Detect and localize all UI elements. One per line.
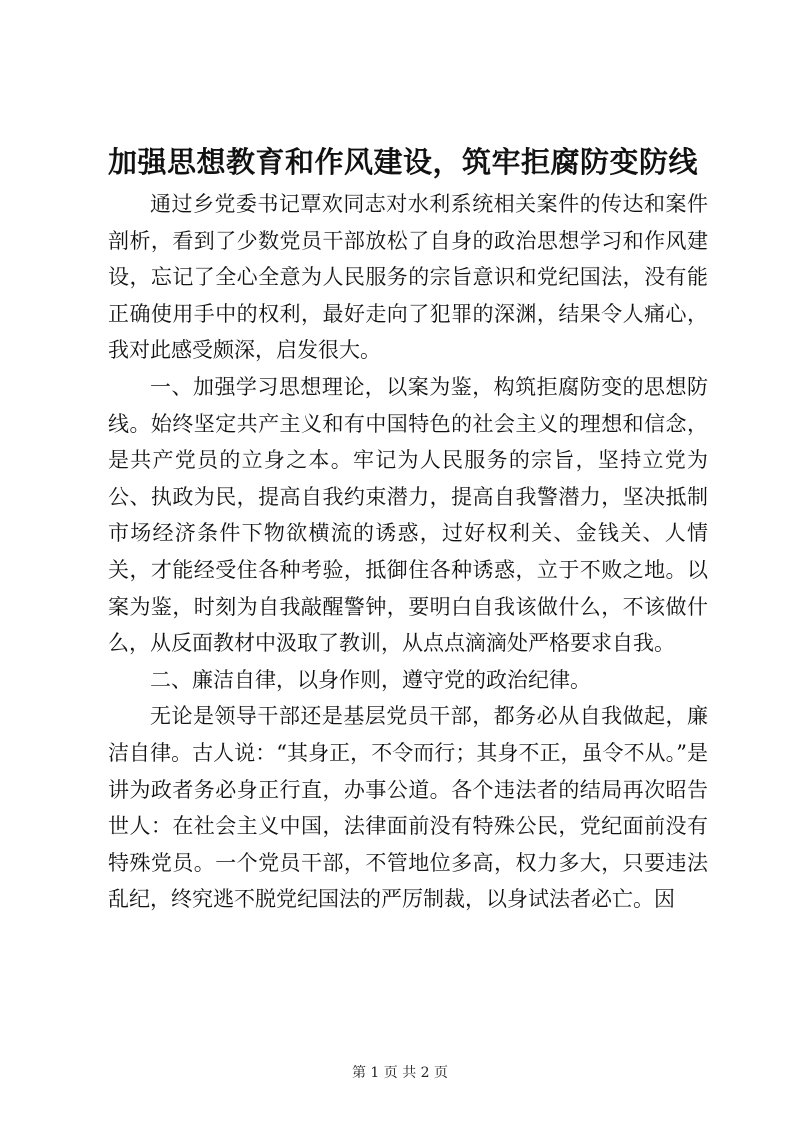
document-title: 加强思想教育和作风建设，筑牢拒腐防变防线 (108, 145, 699, 179)
document-body (108, 186, 708, 918)
page-number-footer: 第 1 页 共 2 页 (351, 1065, 449, 1081)
paragraph-section-two-body: 无论是领导干部还是基层党员干部，都务必从自我做起，廉洁自律。古人说：“其身正，不令而行；其身不正，虽令不从。”是讲为政者务必身正行直，办事公道。各个违法者的结局再次昭告世人：在社会主义中国，法律面前没有特殊公民，党纪面前没有特殊党员。一个党员干部，不管地位多高，权力多大，只要违法乱纪，终究逃不脱党纪国法的严厉制裁，以身试法者必亡。因 (108, 704, 708, 912)
paragraph-intro: 通过乡党委书记覃欢同志对水利系统相关案件的传达和案件剖析，看到了少数党员干部放松了自身的政治思想学习和作风建设，忘记了全心全意为人民服务的宗旨意识和党纪国法，没有能正确使用手中的权利，最好走向了犯罪的深渊，结果令人痛心，我对此感受颇深，启发很大。 (108, 192, 708, 363)
paragraph-section-two-heading: 二、廉洁自律，以身作则，遵守党的政治纪律。 (150, 667, 591, 692)
paragraph-section-one: 一、加强学习思想理论，以案为鉴，构筑拒腐防变的思想防线。始终坚定共产主义和有中国特色的社会主义的理想和信念，是共产党员的立身之本。牢记为人民服务的宗旨，坚持立党为公、执政为民，提高自我约束潜力，提高自我警潜力，坚决抵制市场经济条件下物欲横流的诱惑，过好权利关、金钱关、人情关，才能经受住各种考验，抵御住各种诱惑，立于不败之地。以案为鉴，时刻为自我敲醒警钟，要明白自我该做什么，不该做什么，从反面教材中汲取了教训，从点点滴滴处严格要求自我。 (108, 374, 708, 656)
